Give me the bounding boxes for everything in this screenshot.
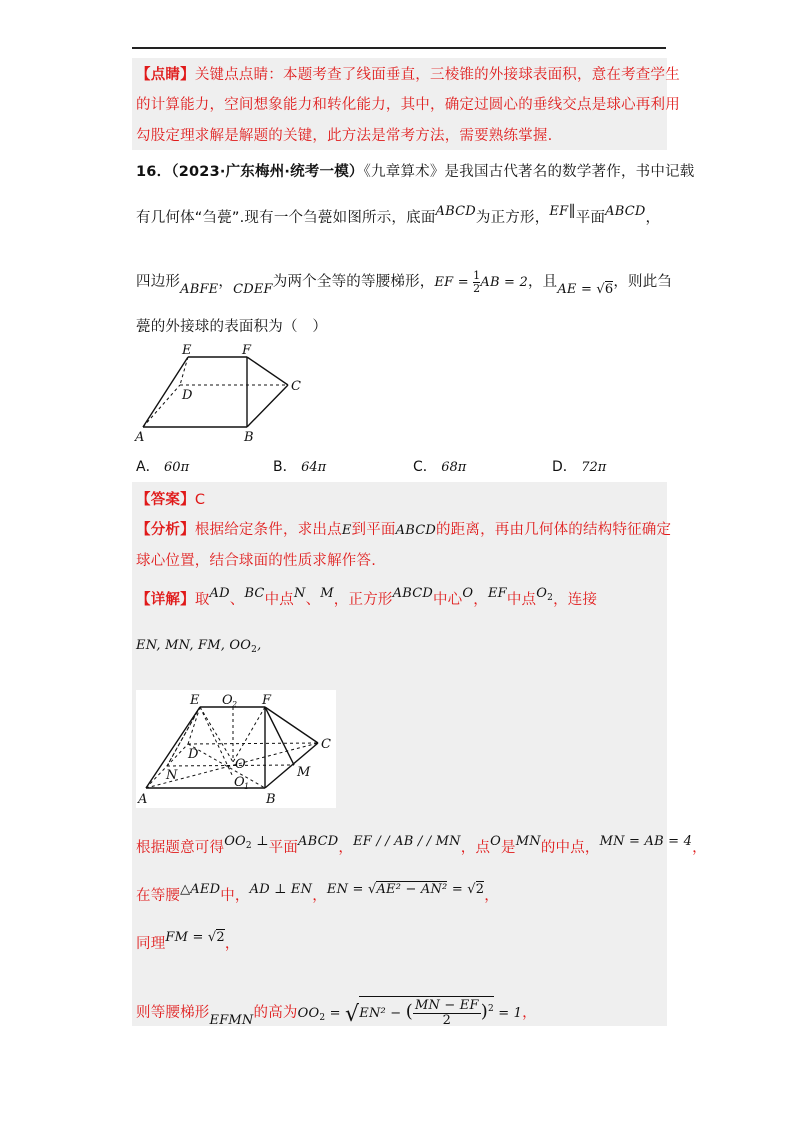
- derivation-text-1d: ，点: [460, 840, 491, 856]
- detail-text-9: ，连接: [553, 592, 598, 608]
- derivation-text-1a: 根据题意可得: [136, 840, 225, 856]
- math-en-radicand: AE² − AN²: [376, 882, 448, 897]
- detail-text-5: ，正方形: [333, 592, 393, 608]
- label-b: B: [244, 430, 254, 445]
- fig2-label-n: N: [166, 768, 178, 783]
- parallel-symbol: ∥: [568, 203, 576, 219]
- derivation-line-2: [136, 884, 499, 905]
- sqrt-body: [359, 996, 494, 1028]
- math-oo2: [224, 834, 268, 849]
- math-fm-sqrt2: 2: [216, 930, 225, 945]
- question-text-3c: ，且: [527, 274, 558, 290]
- detail-tag: 【详解】: [136, 592, 195, 608]
- math-ad-perp-en: AD ⊥ EN: [249, 882, 313, 897]
- fraction-mn-ef-num: MN − EF: [414, 998, 479, 1013]
- top-rule: [132, 47, 666, 49]
- choice-c-letter: C．: [413, 459, 437, 475]
- math-ad: AD: [209, 586, 230, 601]
- math-ae: AE: [557, 282, 577, 297]
- figure-2: [136, 690, 336, 808]
- analysis-text-1: 根据给定条件，求出点: [194, 522, 342, 538]
- math-o2: [536, 586, 553, 601]
- choice-a[interactable]: [136, 456, 189, 476]
- question-text-1: 《九章算术》是我国古代著名的数学著作，书中记载: [363, 164, 695, 180]
- choice-d-value: 72π: [581, 460, 607, 475]
- detail-text-8: 中点: [506, 592, 537, 608]
- math-height-formula: [297, 998, 523, 1028]
- question-text-3d: ，则此刍: [613, 274, 673, 290]
- fig2-label-m: M: [297, 765, 311, 780]
- math-ef: EF: [549, 204, 569, 219]
- math-en-eq: EN = √AE² − AN² = √2: [326, 882, 485, 897]
- question-text-3b: 为两个全等的等腰梯形，: [272, 274, 435, 290]
- detail-text-7: ，: [473, 592, 488, 608]
- choice-b-value: 64π: [301, 460, 327, 475]
- math-m: M: [320, 586, 334, 601]
- question-text-2d: ，: [645, 210, 661, 226]
- math-o2-base: O: [536, 586, 548, 601]
- choice-d-letter: D．: [552, 459, 577, 475]
- fraction-num: 1: [473, 269, 481, 282]
- detail-text-4: 、: [305, 592, 321, 608]
- paren-right: ): [480, 1001, 488, 1022]
- math-abcd-2: ABCD: [605, 204, 646, 219]
- derivation-text-1c: ，: [338, 840, 354, 856]
- sqrt-6: 6: [604, 282, 614, 297]
- analysis-tag: 【分析】: [136, 522, 195, 538]
- choice-c-value: 68π: [441, 460, 467, 475]
- dianjing-text-1: 关键点点睛：本题考查了线面垂直，三棱锥的外接球表面积，意在考查学生: [194, 67, 680, 83]
- math-fm-eq: FM = √2: [165, 930, 225, 945]
- sqrt-sign: √: [345, 1002, 360, 1027]
- detail-text-1: 取: [194, 592, 210, 608]
- eq-rhs: AB = 2: [480, 275, 528, 290]
- derivation-text-4c: ，: [522, 1005, 537, 1021]
- analysis-line-2: 球心位置，结合球面的性质求解作答.: [136, 553, 377, 569]
- label-c: C: [291, 379, 301, 394]
- detail-line-1: [136, 588, 597, 610]
- eq-lhs: EF: [434, 275, 454, 290]
- fraction-mn-ef: [413, 999, 481, 1028]
- fig2-label-d: D: [188, 747, 199, 762]
- math-abcd: ABCD: [435, 204, 476, 219]
- derivation-line-4: [136, 996, 537, 1028]
- label-d: D: [182, 388, 193, 403]
- label-e: E: [182, 343, 192, 358]
- derivation-text-1f: 的中点，: [540, 840, 600, 856]
- math-height-eq: =: [329, 1006, 341, 1021]
- derivation-text-4a: 则等腰梯形: [136, 1005, 210, 1021]
- choice-d[interactable]: [552, 456, 606, 476]
- choice-b-letter: B．: [273, 459, 297, 475]
- connect-list-sub: 2: [251, 645, 258, 655]
- question-text-2a: 有几何体“刍甍”.现有一个刍甍如图所示，底面: [136, 210, 436, 226]
- detail-text-2: 、: [229, 592, 245, 608]
- fig2-label-o1-sub: 1: [244, 782, 250, 791]
- question-line-1: [136, 160, 694, 181]
- math-en-eq-sign: =: [451, 882, 463, 897]
- answer-value: C: [194, 492, 206, 508]
- fig2-label-o: O: [235, 757, 246, 772]
- fig2-label-b: B: [266, 792, 276, 807]
- analysis-line-1: [136, 518, 671, 539]
- analysis-text-2: 到平面: [351, 522, 396, 538]
- derivation-text-1b: 平面: [268, 840, 299, 856]
- derivation-text-1g: ，: [692, 840, 707, 856]
- question-line-3: [136, 270, 672, 295]
- detail-text-6: 中心: [432, 592, 463, 608]
- detail-text-3: 中点: [264, 592, 294, 608]
- question-line-4: 甍的外接球的表面积为（ ）: [136, 319, 328, 335]
- derivation-text-1e: 是: [501, 840, 516, 856]
- derivation-text-3a: 同理: [136, 936, 166, 952]
- math-e: E: [341, 523, 352, 538]
- math-bc: BC: [244, 586, 265, 601]
- math-height-lhs: OO: [297, 1006, 320, 1021]
- dianjing-line-1: [136, 63, 680, 84]
- separator: ，: [218, 274, 234, 290]
- question-text-2c: 平面: [575, 210, 606, 226]
- derivation-line-1: [136, 836, 707, 858]
- math-parallel-chain: EF / / AB / / MN: [353, 834, 461, 849]
- fraction-den: 2: [473, 282, 481, 295]
- math-triangle-aed: △AED: [180, 882, 221, 897]
- question-number: 16．: [136, 164, 172, 180]
- choice-a-value: 60π: [164, 460, 190, 475]
- fig2-label-o2: O: [222, 693, 233, 708]
- derivation-text-2c: ，: [312, 888, 327, 904]
- derivation-line-3: [136, 932, 240, 953]
- label-a: A: [135, 430, 145, 445]
- math-height-lhs-sub: 2: [319, 1013, 326, 1023]
- fig2-label-a: A: [138, 792, 148, 807]
- math-oo2-base: OO: [224, 834, 246, 849]
- fig2-label-c: C: [321, 737, 331, 752]
- analysis-text-3: 的距离，再由几何体的结构特征确定: [435, 522, 672, 538]
- dianjing-tag: 【点睛】: [136, 67, 195, 83]
- math-abcd-analysis: ABCD: [395, 523, 436, 538]
- answer-tag: 【答案】: [136, 492, 195, 508]
- math-abcd-detail: ABCD: [392, 586, 433, 601]
- connect-list: EN, MN, FM, OO: [136, 638, 252, 653]
- math-n: N: [294, 586, 306, 601]
- derivation-text-4b: 的高为: [253, 1005, 298, 1021]
- math-en-lhs: EN =: [326, 882, 364, 897]
- derivation-text-3b: ，: [224, 936, 240, 952]
- math-mn-eq: MN = AB = 4: [599, 834, 693, 849]
- math-abfe: ABFE: [180, 282, 219, 297]
- choice-c[interactable]: [413, 456, 466, 476]
- question-source: （2023·广东梅州·统考一模）: [171, 164, 364, 180]
- math-height-result: = 1: [498, 1006, 523, 1021]
- math-en-sqrt2: 2: [475, 882, 485, 897]
- math-abcd-deriv: ABCD: [298, 834, 339, 849]
- math-o: O: [462, 586, 474, 601]
- paren-left: (: [405, 1001, 413, 1022]
- fig2-label-f: F: [262, 693, 272, 708]
- equation-ae: AE = √6: [557, 282, 614, 297]
- perp-symbol: ⊥: [256, 834, 269, 849]
- derivation-text-2d: ，: [484, 888, 499, 904]
- choice-a-letter: A．: [136, 459, 160, 475]
- choice-b[interactable]: [273, 456, 326, 476]
- question-line-2: [136, 203, 661, 227]
- math-o2-sub: 2: [547, 593, 554, 603]
- math-mn: MN: [515, 834, 541, 849]
- math-power: 2: [487, 1004, 494, 1014]
- math-cdef: CDEF: [233, 282, 273, 297]
- connect-list-end: ,: [257, 638, 262, 653]
- derivation-text-2a: 在等腰: [136, 888, 181, 904]
- dianjing-line-2: 的计算能力，空间想象能力和转化能力，其中，确定过圆心的垂线交点是球心再利用: [136, 97, 680, 113]
- math-o-deriv: O: [490, 834, 502, 849]
- fig2-label-e: E: [190, 693, 200, 708]
- question-text-3a: 四边形: [136, 274, 181, 290]
- fig2-label-o1: O: [234, 775, 245, 790]
- math-en-squared: EN² −: [359, 1006, 402, 1021]
- figure-1: [130, 340, 310, 445]
- math-ef-detail: EF: [487, 586, 507, 601]
- question-text-2b: 为正方形，: [475, 210, 550, 226]
- math-oo2-sub: 2: [245, 841, 252, 851]
- fraction-mn-ef-den: 2: [442, 1013, 452, 1028]
- derivation-text-2b: 中，: [220, 888, 250, 904]
- label-f: F: [242, 343, 252, 358]
- detail-line-2: [136, 638, 261, 655]
- math-fm-lhs: FM =: [165, 930, 204, 945]
- equation-ef: EF = $\frac{1}{2}$ AB = 2: [434, 269, 528, 295]
- fig2-label-o2-sub: 2: [232, 700, 238, 709]
- math-efmn: EFMN: [209, 1013, 254, 1028]
- dianjing-line-3: 勾股定理求解是解题的关键，此方法是常考方法，需要熟练掌握.: [136, 128, 553, 144]
- answer-line: [136, 488, 205, 509]
